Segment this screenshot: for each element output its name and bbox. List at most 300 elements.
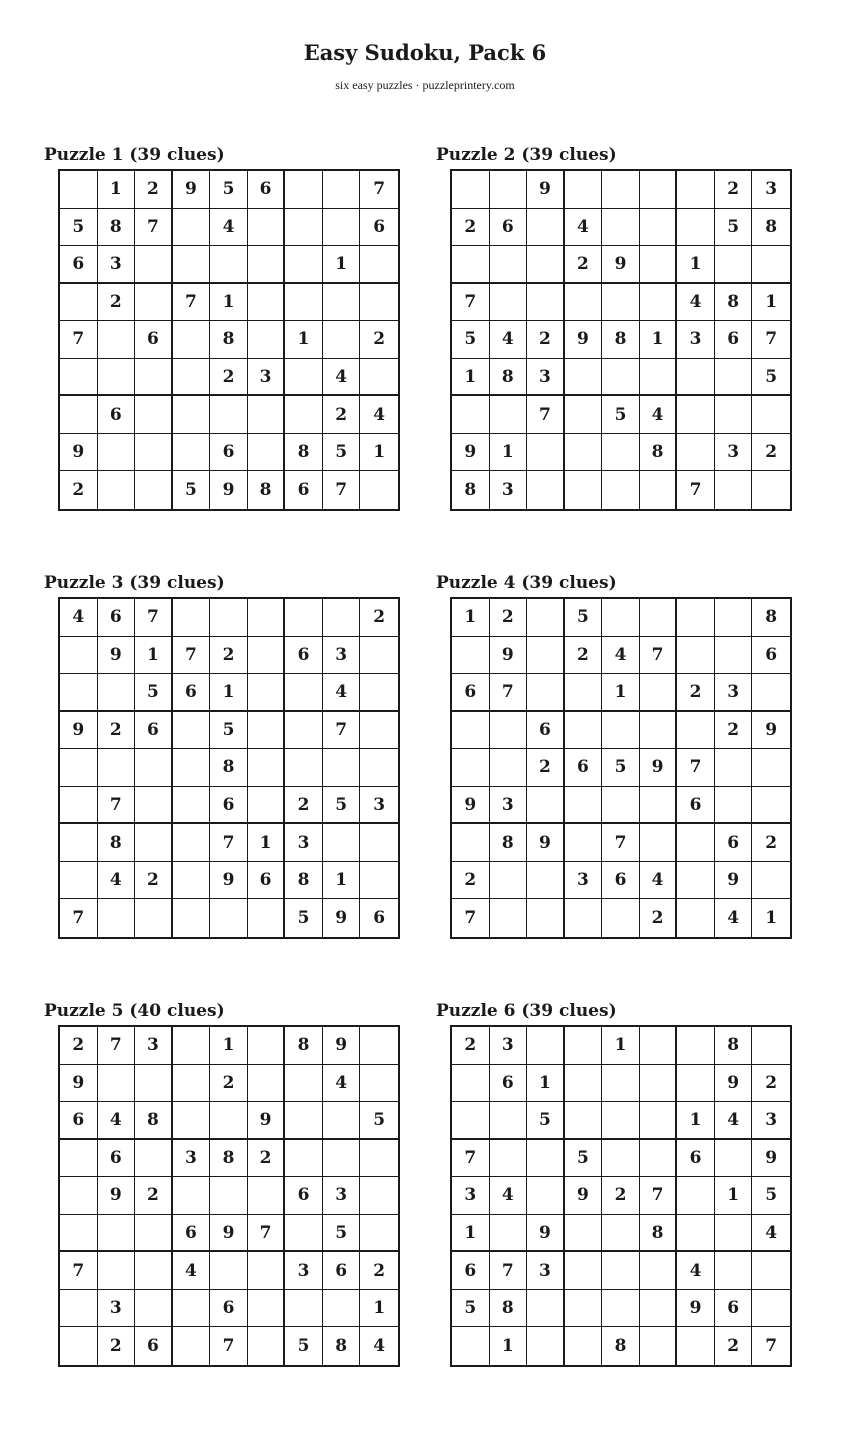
- sudoku-cell: 9: [527, 171, 565, 209]
- sudoku-cell: 4: [677, 1252, 715, 1290]
- sudoku-cell: 6: [98, 1140, 136, 1178]
- sudoku-cell: 6: [248, 862, 286, 900]
- sudoku-cell: [715, 1215, 753, 1253]
- sudoku-cell: 8: [285, 862, 323, 900]
- sudoku-cell: 1: [677, 246, 715, 284]
- sudoku-cell: 9: [173, 171, 211, 209]
- sudoku-cell: 5: [285, 899, 323, 937]
- sudoku-cell: [323, 1102, 361, 1140]
- sudoku-cell: 6: [210, 434, 248, 472]
- sudoku-cell: [640, 471, 678, 509]
- sudoku-cell: [640, 209, 678, 247]
- sudoku-cell: 5: [360, 1102, 398, 1140]
- sudoku-cell: [60, 1215, 98, 1253]
- sudoku-cell: 8: [490, 1290, 528, 1328]
- sudoku-cell: [135, 1215, 173, 1253]
- sudoku-cell: 1: [285, 321, 323, 359]
- sudoku-cell: 5: [210, 712, 248, 750]
- sudoku-cell: 4: [565, 209, 603, 247]
- sudoku-cell: 4: [60, 599, 98, 637]
- sudoku-cell: 5: [602, 749, 640, 787]
- sudoku-cell: [285, 209, 323, 247]
- sudoku-cell: [323, 749, 361, 787]
- sudoku-cell: [173, 396, 211, 434]
- sudoku-cell: 4: [640, 396, 678, 434]
- sudoku-cell: [210, 1177, 248, 1215]
- sudoku-cell: 9: [60, 1065, 98, 1103]
- sudoku-cell: [360, 246, 398, 284]
- sudoku-cell: [677, 899, 715, 937]
- sudoku-cell: 6: [285, 1177, 323, 1215]
- sudoku-cell: [285, 1215, 323, 1253]
- sudoku-cell: [452, 1065, 490, 1103]
- sudoku-cell: [248, 1027, 286, 1065]
- sudoku-cell: [452, 1327, 490, 1365]
- sudoku-cell: 7: [210, 824, 248, 862]
- sudoku-cell: 6: [248, 171, 286, 209]
- sudoku-cell: 6: [677, 1140, 715, 1178]
- sudoku-cell: [360, 359, 398, 397]
- sudoku-cell: 8: [285, 1027, 323, 1065]
- sudoku-cell: 9: [60, 712, 98, 750]
- sudoku-cell: 2: [60, 1027, 98, 1065]
- sudoku-cell: 6: [490, 209, 528, 247]
- sudoku-cell: [173, 1065, 211, 1103]
- sudoku-cell: [173, 824, 211, 862]
- sudoku-cell: [565, 1102, 603, 1140]
- sudoku-cell: [602, 171, 640, 209]
- sudoku-cell: 8: [490, 824, 528, 862]
- sudoku-cell: [527, 471, 565, 509]
- sudoku-cell: [98, 1215, 136, 1253]
- sudoku-cell: 1: [135, 637, 173, 675]
- sudoku-cell: [640, 284, 678, 322]
- sudoku-cell: [640, 246, 678, 284]
- sudoku-cell: [677, 434, 715, 472]
- sudoku-cell: [565, 712, 603, 750]
- sudoku-cell: [360, 712, 398, 750]
- sudoku-cell: [248, 712, 286, 750]
- sudoku-cell: [602, 209, 640, 247]
- sudoku-cell: [565, 674, 603, 712]
- sudoku-cell: [715, 471, 753, 509]
- sudoku-cell: 8: [135, 1102, 173, 1140]
- sudoku-cell: [248, 434, 286, 472]
- sudoku-cell: 1: [715, 1177, 753, 1215]
- sudoku-cell: [60, 171, 98, 209]
- sudoku-cell: [173, 209, 211, 247]
- sudoku-cell: 1: [210, 674, 248, 712]
- sudoku-cell: 4: [323, 1065, 361, 1103]
- sudoku-cell: [135, 1290, 173, 1328]
- sudoku-cell: 7: [98, 1027, 136, 1065]
- sudoku-cell: 8: [602, 1327, 640, 1365]
- sudoku-cell: [715, 787, 753, 825]
- sudoku-cell: [173, 1027, 211, 1065]
- sudoku-cell: [602, 712, 640, 750]
- puzzle-label: Puzzle 2 (39 clues): [436, 145, 617, 165]
- sudoku-cell: [640, 787, 678, 825]
- sudoku-cell: [173, 1102, 211, 1140]
- sudoku-cell: [677, 1027, 715, 1065]
- sudoku-cell: [640, 1027, 678, 1065]
- puzzle-label: Puzzle 3 (39 clues): [44, 573, 225, 593]
- sudoku-cell: [135, 1140, 173, 1178]
- sudoku-cell: 6: [173, 674, 211, 712]
- sudoku-cell: [248, 674, 286, 712]
- sudoku-cell: [452, 824, 490, 862]
- sudoku-cell: [360, 1027, 398, 1065]
- sudoku-cell: [98, 434, 136, 472]
- sudoku-cell: [285, 1065, 323, 1103]
- sudoku-cell: 8: [210, 1140, 248, 1178]
- sudoku-cell: 6: [715, 1290, 753, 1328]
- sudoku-cell: 9: [527, 1215, 565, 1253]
- sudoku-cell: [173, 1290, 211, 1328]
- sudoku-cell: 3: [285, 824, 323, 862]
- sudoku-cell: 2: [60, 471, 98, 509]
- sudoku-cell: [135, 434, 173, 472]
- sudoku-cell: [640, 599, 678, 637]
- sudoku-cell: [60, 1140, 98, 1178]
- sudoku-cell: [285, 246, 323, 284]
- sudoku-cell: [173, 749, 211, 787]
- sudoku-cell: [602, 284, 640, 322]
- sudoku-cell: [565, 787, 603, 825]
- sudoku-cell: [565, 824, 603, 862]
- sudoku-cell: 7: [452, 1140, 490, 1178]
- sudoku-cell: 8: [640, 434, 678, 472]
- sudoku-cell: 7: [210, 1327, 248, 1365]
- sudoku-cell: 6: [60, 1102, 98, 1140]
- sudoku-cell: [527, 787, 565, 825]
- sudoku-cell: 3: [715, 434, 753, 472]
- sudoku-cell: [173, 434, 211, 472]
- sudoku-cell: [565, 1027, 603, 1065]
- sudoku-cell: [715, 359, 753, 397]
- sudoku-cell: [677, 1215, 715, 1253]
- sudoku-cell: 9: [98, 637, 136, 675]
- sudoku-cell: 2: [715, 171, 753, 209]
- sudoku-cell: [98, 1252, 136, 1290]
- sudoku-cell: [527, 674, 565, 712]
- sudoku-cell: 6: [565, 749, 603, 787]
- sudoku-cell: [752, 396, 790, 434]
- sudoku-cell: [60, 1177, 98, 1215]
- sudoku-cell: 4: [323, 359, 361, 397]
- sudoku-cell: [285, 599, 323, 637]
- sudoku-cell: 7: [60, 321, 98, 359]
- sudoku-cell: 2: [248, 1140, 286, 1178]
- sudoku-cell: 6: [173, 1215, 211, 1253]
- sudoku-cell: 1: [360, 1290, 398, 1328]
- sudoku-cell: [285, 749, 323, 787]
- sudoku-cell: [752, 471, 790, 509]
- sudoku-cell: 8: [98, 824, 136, 862]
- sudoku-grid: [450, 1025, 792, 1367]
- sudoku-cell: 3: [98, 1290, 136, 1328]
- sudoku-cell: [210, 1252, 248, 1290]
- sudoku-cell: 7: [677, 471, 715, 509]
- sudoku-cell: 5: [210, 171, 248, 209]
- sudoku-cell: [527, 209, 565, 247]
- sudoku-cell: 2: [677, 674, 715, 712]
- sudoku-cell: 9: [565, 1177, 603, 1215]
- sudoku-cell: [640, 359, 678, 397]
- sudoku-cell: 3: [565, 862, 603, 900]
- sudoku-cell: [527, 284, 565, 322]
- sudoku-cell: [248, 1177, 286, 1215]
- sudoku-cell: 7: [527, 396, 565, 434]
- sudoku-cell: [677, 712, 715, 750]
- sudoku-cell: 5: [452, 321, 490, 359]
- sudoku-cell: [360, 1065, 398, 1103]
- sudoku-cell: [677, 1177, 715, 1215]
- sudoku-cell: [135, 899, 173, 937]
- sudoku-cell: [602, 899, 640, 937]
- sudoku-cell: [677, 599, 715, 637]
- sudoku-cell: 6: [452, 1252, 490, 1290]
- sudoku-cell: 2: [98, 712, 136, 750]
- sudoku-cell: [173, 787, 211, 825]
- sudoku-cell: 9: [565, 321, 603, 359]
- sudoku-cell: 4: [715, 1102, 753, 1140]
- sudoku-cell: 4: [715, 899, 753, 937]
- sudoku-cell: 2: [602, 1177, 640, 1215]
- sudoku-cell: 9: [248, 1102, 286, 1140]
- sudoku-cell: 6: [98, 599, 136, 637]
- sudoku-cell: 5: [602, 396, 640, 434]
- sudoku-cell: [565, 359, 603, 397]
- sudoku-cell: 9: [752, 1140, 790, 1178]
- sudoku-cell: 2: [323, 396, 361, 434]
- sudoku-cell: 4: [602, 637, 640, 675]
- sudoku-cell: [60, 637, 98, 675]
- sudoku-cell: 3: [677, 321, 715, 359]
- sudoku-cell: 8: [602, 321, 640, 359]
- sudoku-cell: [248, 1327, 286, 1365]
- sudoku-cell: 2: [360, 321, 398, 359]
- sudoku-cell: 2: [135, 1177, 173, 1215]
- sudoku-cell: 9: [715, 862, 753, 900]
- sudoku-cell: 2: [752, 434, 790, 472]
- sudoku-cell: 8: [752, 599, 790, 637]
- sudoku-cell: 3: [135, 1027, 173, 1065]
- sudoku-cell: [490, 246, 528, 284]
- puzzle-label: Puzzle 4 (39 clues): [436, 573, 617, 593]
- sudoku-cell: 9: [527, 824, 565, 862]
- sudoku-cell: 2: [285, 787, 323, 825]
- sudoku-cell: 1: [452, 1215, 490, 1253]
- sudoku-cell: [602, 1102, 640, 1140]
- sudoku-cell: [565, 434, 603, 472]
- sudoku-cell: 3: [527, 1252, 565, 1290]
- sudoku-cell: [565, 1252, 603, 1290]
- sudoku-cell: [173, 321, 211, 359]
- sudoku-cell: [640, 712, 678, 750]
- sudoku-cell: 3: [323, 637, 361, 675]
- sudoku-cell: [527, 599, 565, 637]
- sudoku-cell: 4: [98, 1102, 136, 1140]
- sudoku-cell: [677, 396, 715, 434]
- sudoku-cell: 2: [565, 637, 603, 675]
- sudoku-cell: 2: [210, 637, 248, 675]
- sudoku-cell: 7: [602, 824, 640, 862]
- sudoku-cell: [360, 1177, 398, 1215]
- sudoku-cell: [285, 359, 323, 397]
- sudoku-cell: 8: [452, 471, 490, 509]
- sudoku-cell: [565, 1215, 603, 1253]
- sudoku-cell: 2: [135, 171, 173, 209]
- sudoku-cell: [135, 787, 173, 825]
- sudoku-cell: [527, 1177, 565, 1215]
- sudoku-cell: [248, 246, 286, 284]
- sudoku-cell: [677, 824, 715, 862]
- sudoku-cell: 7: [677, 749, 715, 787]
- sudoku-cell: 3: [490, 471, 528, 509]
- sudoku-cell: 6: [373, 908, 386, 929]
- sudoku-cell: [60, 824, 98, 862]
- sudoku-cell: [173, 1177, 211, 1215]
- sudoku-cell: [98, 674, 136, 712]
- sudoku-cell: 2: [752, 1065, 790, 1103]
- sudoku-cell: [285, 284, 323, 322]
- sudoku-cell: [640, 1140, 678, 1178]
- sudoku-cell: [285, 171, 323, 209]
- sudoku-cell: 7: [640, 637, 678, 675]
- sudoku-cell: 2: [752, 824, 790, 862]
- sudoku-cell: 7: [452, 284, 490, 322]
- sudoku-cell: 3: [715, 674, 753, 712]
- sudoku-cell: 8: [285, 434, 323, 472]
- sudoku-cell: 2: [98, 1327, 136, 1365]
- sudoku-cell: [323, 321, 361, 359]
- page-subtitle: six easy puzzles · puzzleprintery.com: [335, 78, 515, 92]
- sudoku-cell: [490, 284, 528, 322]
- sudoku-cell: [285, 1102, 323, 1140]
- sudoku-cell: [323, 599, 361, 637]
- sudoku-cell: [248, 749, 286, 787]
- sudoku-cell: 2: [565, 246, 603, 284]
- sudoku-cell: 8: [210, 749, 248, 787]
- sudoku-cell: 7: [323, 471, 361, 509]
- sudoku-cell: [640, 1102, 678, 1140]
- sudoku-cell: [452, 396, 490, 434]
- sudoku-cell: [248, 284, 286, 322]
- sudoku-cell: 1: [490, 434, 528, 472]
- sudoku-cell: [60, 359, 98, 397]
- sudoku-cell: [248, 1290, 286, 1328]
- sudoku-cell: 4: [490, 321, 528, 359]
- sudoku-cell: 9: [715, 1065, 753, 1103]
- sudoku-cell: [527, 1327, 565, 1365]
- sudoku-cell: 7: [640, 1177, 678, 1215]
- sudoku-cell: [248, 321, 286, 359]
- sudoku-cell: [527, 1027, 565, 1065]
- sudoku-cell: [98, 471, 136, 509]
- sudoku-cell: [285, 674, 323, 712]
- sudoku-cell: [752, 246, 790, 284]
- sudoku-cell: [98, 359, 136, 397]
- sudoku-cell: [210, 899, 248, 937]
- sudoku-cell: 3: [752, 1102, 790, 1140]
- sudoku-cell: 1: [765, 908, 778, 929]
- sudoku-cell: 3: [490, 1027, 528, 1065]
- sudoku-cell: 8: [715, 1027, 753, 1065]
- sudoku-cell: [360, 284, 398, 322]
- sudoku-cell: 5: [323, 1215, 361, 1253]
- sudoku-cell: [173, 862, 211, 900]
- sudoku-cell: 8: [640, 1215, 678, 1253]
- sudoku-cell: [60, 1290, 98, 1328]
- sudoku-cell: [360, 1215, 398, 1253]
- sudoku-cell: 6: [285, 471, 323, 509]
- sudoku-cell: 6: [135, 1327, 173, 1365]
- sudoku-cell: [752, 787, 790, 825]
- sudoku-cell: 6: [677, 787, 715, 825]
- sudoku-cell: [452, 712, 490, 750]
- sudoku-cell: 7: [765, 1336, 778, 1357]
- sudoku-cell: [527, 246, 565, 284]
- sudoku-cell: 3: [173, 1140, 211, 1178]
- sudoku-cell: [135, 359, 173, 397]
- sudoku-cell: [135, 1252, 173, 1290]
- sudoku-cell: [173, 599, 211, 637]
- sudoku-cell: [173, 1327, 211, 1365]
- sudoku-cell: 3: [248, 359, 286, 397]
- sudoku-cell: [490, 1102, 528, 1140]
- sudoku-cell: 4: [98, 862, 136, 900]
- sudoku-cell: 7: [490, 674, 528, 712]
- sudoku-cell: 2: [135, 862, 173, 900]
- sudoku-cell: [60, 674, 98, 712]
- sudoku-cell: 1: [677, 1102, 715, 1140]
- sudoku-cell: 6: [285, 637, 323, 675]
- puzzle-label: Puzzle 5 (40 clues): [44, 1001, 225, 1021]
- sudoku-cell: [752, 1027, 790, 1065]
- sudoku-cell: 6: [360, 209, 398, 247]
- sudoku-cell: [527, 899, 565, 937]
- sudoku-cell: [640, 674, 678, 712]
- sudoku-cell: [565, 1290, 603, 1328]
- sudoku-cell: 2: [527, 321, 565, 359]
- sudoku-cell: [640, 824, 678, 862]
- sudoku-cell: 4: [360, 396, 398, 434]
- sudoku-cell: 1: [452, 359, 490, 397]
- sudoku-cell: 8: [715, 284, 753, 322]
- sudoku-cell: [248, 787, 286, 825]
- sudoku-cell: [715, 599, 753, 637]
- sudoku-cell: 4: [752, 1215, 790, 1253]
- sudoku-cell: [715, 246, 753, 284]
- sudoku-cell: [452, 1102, 490, 1140]
- sudoku-cell: [602, 787, 640, 825]
- sudoku-cell: [640, 1290, 678, 1328]
- sudoku-cell: [323, 171, 361, 209]
- sudoku-cell: [323, 1290, 361, 1328]
- sudoku-cell: [323, 284, 361, 322]
- sudoku-cell: [565, 899, 603, 937]
- sudoku-cell: [640, 1065, 678, 1103]
- sudoku-cell: 6: [527, 712, 565, 750]
- sudoku-cell: 5: [752, 1177, 790, 1215]
- sudoku-cell: [60, 787, 98, 825]
- sudoku-cell: 2: [527, 749, 565, 787]
- sudoku-cell: [285, 1140, 323, 1178]
- sudoku-cell: 1: [210, 284, 248, 322]
- sudoku-cell: [602, 359, 640, 397]
- page-title: Easy Sudoku, Pack 6: [303, 40, 547, 65]
